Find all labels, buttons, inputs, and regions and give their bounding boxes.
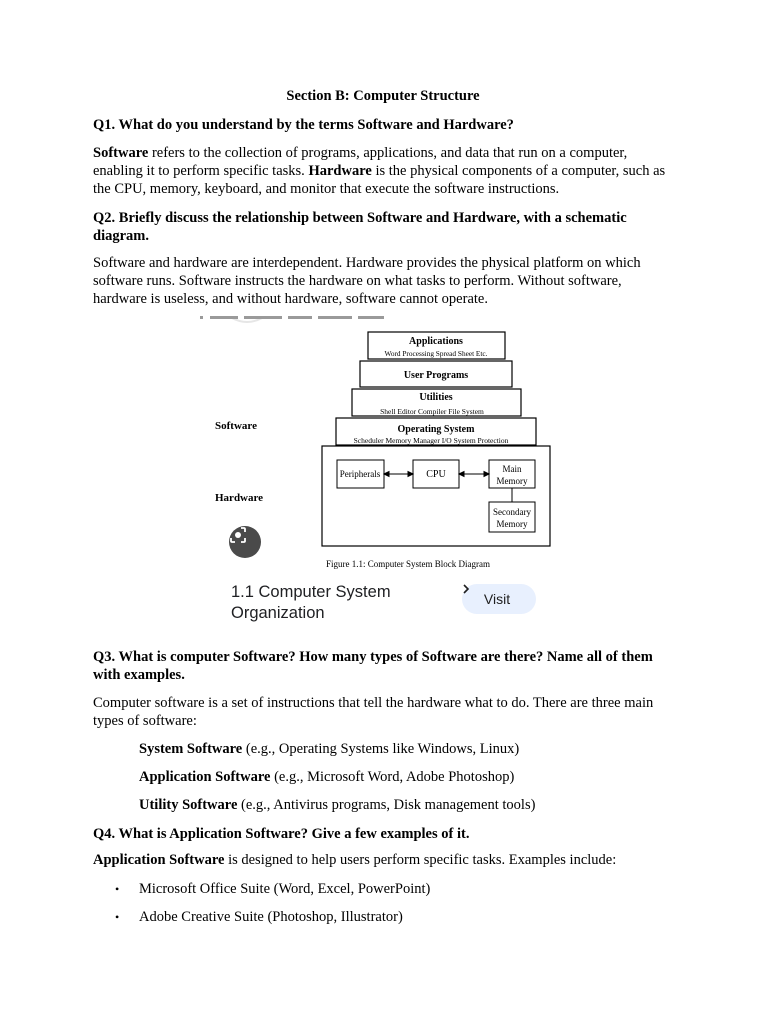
software-type-desc: (e.g., Operating Systems like Windows, Linux) [242, 741, 520, 757]
q4-question: Q4. What is Application Software? Give a few examples of it. [93, 826, 470, 842]
embedded-image-card [200, 312, 560, 637]
q1-answer-part1: refers to the collection of programs, applications, and data that run on a computer, enabling it to perform specific tasks. [93, 145, 628, 179]
software-type-item [139, 768, 514, 786]
software-type-name: System Software [139, 741, 243, 757]
q3-answer: Computer software is a set of instructions that tell the hardware what to do. There are three main types of software: [93, 695, 654, 729]
software-type-name: Utility Software [139, 797, 238, 813]
software-type-name: Application Software [139, 769, 271, 785]
term-hardware: Hardware [308, 163, 372, 179]
q4-answer [93, 851, 668, 869]
cut-off-text-fragment [200, 312, 400, 320]
q1-answer [93, 144, 668, 198]
list-item-text: Adobe Creative Suite (Photoshop, Illustrator) [139, 909, 403, 925]
software-type-desc: (e.g., Microsoft Word, Adobe Photoshop) [270, 769, 515, 785]
layer-subtitle: Scheduler Memory Manager I/O System Protection [353, 436, 509, 445]
main-memory-label: Main [502, 464, 522, 474]
main-memory-label: Memory [496, 476, 528, 486]
q1-answer-part2: is the physical components of a computer, such as the CPU, memory, keyboard, and monitor that execute the software instructions. [93, 163, 666, 197]
q3-question: Q3. What is computer Software? How many types of Software are there? Name all of them with examples. [93, 649, 653, 683]
peripherals-label: Peripherals [339, 469, 381, 479]
layer-subtitle: Word Processing Spread Sheet Etc. [384, 349, 488, 358]
layer-subtitle: Shell Editor Compiler File System [380, 407, 484, 416]
software-type-item [139, 740, 519, 758]
image-card-title[interactable]: 1.1 Computer System Organization [231, 583, 391, 622]
figure-caption: Figure 1.1: Computer System Block Diagram [326, 559, 490, 569]
hardware-side-label: Hardware [215, 492, 264, 504]
visit-button[interactable] [462, 584, 536, 614]
software-type-item [139, 796, 535, 814]
section-title: Section B: Computer Structure [286, 88, 480, 104]
q4-answer-rest: is designed to help users perform specific tasks. Examples include: [224, 852, 617, 868]
secondary-memory-label: Memory [496, 519, 528, 529]
q1-question: Q1. What do you understand by the terms Software and Hardware? [93, 117, 514, 133]
cpu-label: CPU [426, 469, 446, 480]
bullet: • [115, 882, 120, 896]
bullet: • [115, 910, 120, 924]
layer-title: Utilities [419, 392, 453, 403]
software-side-label: Software [215, 420, 257, 432]
list-item [115, 908, 403, 926]
list-item-text: Microsoft Office Suite (Word, Excel, PowerPoint) [139, 881, 431, 897]
q2-question: Q2. Briefly discuss the relationship between Software and Hardware, with a schematic diagram. [93, 210, 627, 244]
list-item [115, 880, 430, 898]
layer-title: User Programs [403, 370, 469, 381]
q2-answer: Software and hardware are interdependent. Hardware provides the physical platform on which software runs. Software instructs the hardware on what tasks to perform. Without software, hardware is useless, and without hardware, software cannot operate. [93, 255, 641, 307]
google-lens-icon[interactable] [229, 526, 261, 558]
term-application-software: Application Software [93, 852, 225, 868]
term-software: Software [93, 145, 149, 161]
layer-title: Applications [409, 336, 463, 347]
visit-button-label: Visit [483, 591, 511, 607]
secondary-memory-label: Secondary [493, 507, 531, 517]
software-type-desc: (e.g., Antivirus programs, Disk management tools) [237, 797, 536, 813]
layer-title: Operating System [397, 424, 475, 435]
